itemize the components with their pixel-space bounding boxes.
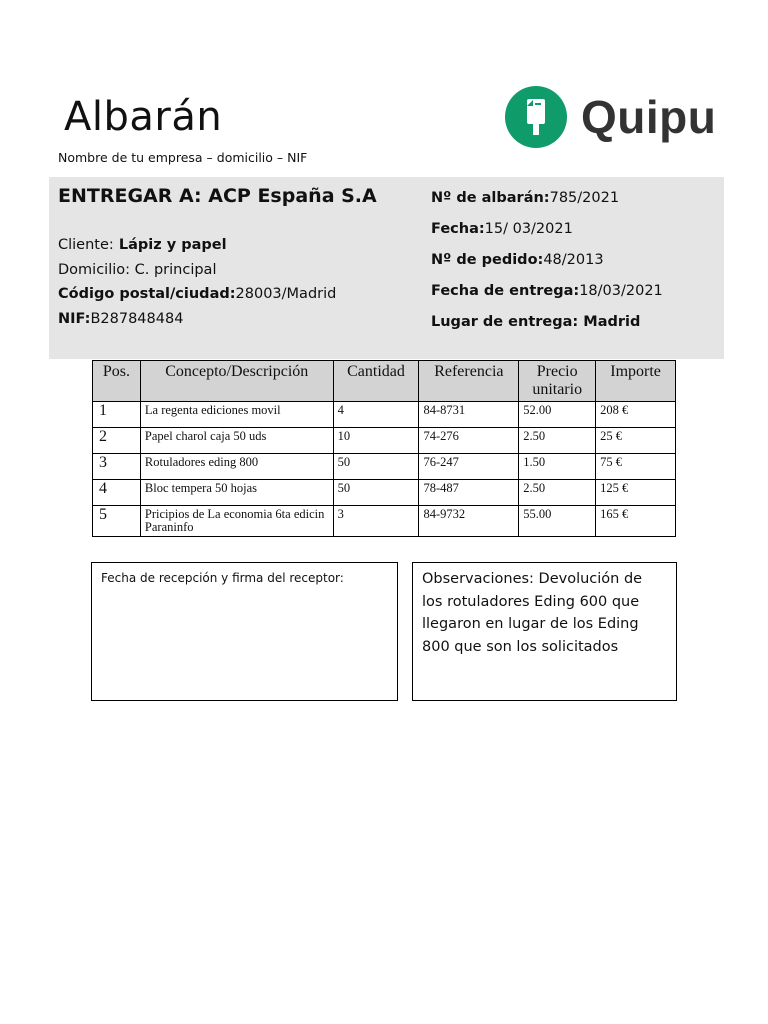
client-label: Cliente: bbox=[58, 237, 114, 253]
cell-description: Pricipios de La economia 6ta edicin Paraninfo bbox=[140, 506, 333, 537]
cell-quantity: 50 bbox=[333, 454, 419, 480]
document-title: Albarán bbox=[64, 94, 223, 140]
quipu-logo-icon bbox=[505, 86, 567, 148]
cell-unit-price: 1.50 bbox=[519, 454, 596, 480]
observations-text: Observaciones: Devolución de los rotuladores Eding 600 que llegaron en lugar de los Eding 800 que son los solicitados bbox=[422, 571, 643, 655]
cell-reference: 76-247 bbox=[419, 454, 519, 480]
recipient-details bbox=[58, 233, 336, 331]
nif-line bbox=[58, 307, 336, 332]
order-number-line bbox=[431, 245, 663, 276]
date-label: Fecha: bbox=[431, 221, 485, 237]
cell-unit-price: 2.50 bbox=[519, 428, 596, 454]
cell-quantity: 10 bbox=[333, 428, 419, 454]
cell-quantity: 4 bbox=[333, 402, 419, 428]
cell-reference: 78-487 bbox=[419, 480, 519, 506]
albaran-number-label: Nº de albarán: bbox=[431, 190, 550, 206]
table-row bbox=[93, 506, 676, 537]
client-line bbox=[58, 233, 336, 258]
cell-reference: 84-9732 bbox=[419, 506, 519, 537]
quipu-logo bbox=[505, 86, 716, 148]
postal-line bbox=[58, 282, 336, 307]
postal-label: Código postal/ciudad: bbox=[58, 286, 236, 302]
column-header-amount: Importe bbox=[596, 361, 676, 402]
column-header-description: Concepto/Descripción bbox=[140, 361, 333, 402]
client-value: Lápiz y papel bbox=[113, 237, 227, 253]
delivery-place-line bbox=[431, 307, 663, 338]
reception-signature-box bbox=[91, 562, 398, 701]
cell-description: Rotuladores eding 800 bbox=[140, 454, 333, 480]
cell-reference: 74-276 bbox=[419, 428, 519, 454]
cell-pos: 1 bbox=[93, 402, 141, 428]
albaran-number-line bbox=[431, 183, 663, 214]
column-header-quantity: Cantidad bbox=[333, 361, 419, 402]
cell-pos: 4 bbox=[93, 480, 141, 506]
order-number-value: 48/2013 bbox=[543, 252, 604, 268]
cell-description: Papel charol caja 50 uds bbox=[140, 428, 333, 454]
cell-pos: 2 bbox=[93, 428, 141, 454]
table-row bbox=[93, 402, 676, 428]
cell-unit-price: 2.50 bbox=[519, 480, 596, 506]
cell-quantity: 3 bbox=[333, 506, 419, 537]
cell-reference: 84-8731 bbox=[419, 402, 519, 428]
delivery-place-label: Lugar de entrega: bbox=[431, 314, 579, 330]
cell-unit-price: 55.00 bbox=[519, 506, 596, 537]
cell-amount: 165 € bbox=[596, 506, 676, 537]
cell-quantity: 50 bbox=[333, 480, 419, 506]
cell-pos: 5 bbox=[93, 506, 141, 537]
cell-description: La regenta ediciones movil bbox=[140, 402, 333, 428]
table-row bbox=[93, 454, 676, 480]
order-number-label: Nº de pedido: bbox=[431, 252, 544, 268]
delivery-place-value: Madrid bbox=[578, 314, 641, 330]
table-header-row bbox=[93, 361, 676, 402]
cell-description: Bloc tempera 50 hojas bbox=[140, 480, 333, 506]
document-details bbox=[431, 183, 663, 338]
column-header-pos: Pos. bbox=[93, 361, 141, 402]
albaran-number-value: 785/2021 bbox=[549, 190, 620, 206]
delivery-date-line bbox=[431, 276, 663, 307]
delivery-date-value: 18/03/2021 bbox=[579, 283, 663, 299]
logo-wordmark: Quipu bbox=[581, 91, 717, 143]
column-header-reference: Referencia bbox=[419, 361, 519, 402]
cell-amount: 208 € bbox=[596, 402, 676, 428]
deliver-to-heading: ENTREGAR A: ACP España S.A bbox=[58, 185, 377, 207]
items-table bbox=[92, 360, 676, 537]
cell-amount: 25 € bbox=[596, 428, 676, 454]
cell-amount: 75 € bbox=[596, 454, 676, 480]
nif-value: B287848484 bbox=[90, 310, 184, 327]
date-line bbox=[431, 214, 663, 245]
address-label: Domicilio: bbox=[58, 261, 131, 278]
table-row bbox=[93, 480, 676, 506]
company-subtitle: Nombre de tu empresa – domicilio – NIF bbox=[58, 150, 308, 165]
reception-signature-label: Fecha de recepción y firma del receptor: bbox=[101, 571, 344, 585]
nif-label: NIF: bbox=[58, 310, 91, 327]
cell-amount: 125 € bbox=[596, 480, 676, 506]
cell-pos: 3 bbox=[93, 454, 141, 480]
observations-box bbox=[412, 562, 677, 701]
postal-value: 28003/Madrid bbox=[235, 286, 337, 302]
table-row bbox=[93, 428, 676, 454]
address-value: C. principal bbox=[130, 261, 217, 278]
address-line bbox=[58, 258, 336, 283]
column-header-unit-price: Precio unitario bbox=[519, 361, 596, 402]
date-value: 15/ 03/2021 bbox=[484, 221, 573, 237]
cell-unit-price: 52.00 bbox=[519, 402, 596, 428]
delivery-date-label: Fecha de entrega: bbox=[431, 283, 580, 299]
